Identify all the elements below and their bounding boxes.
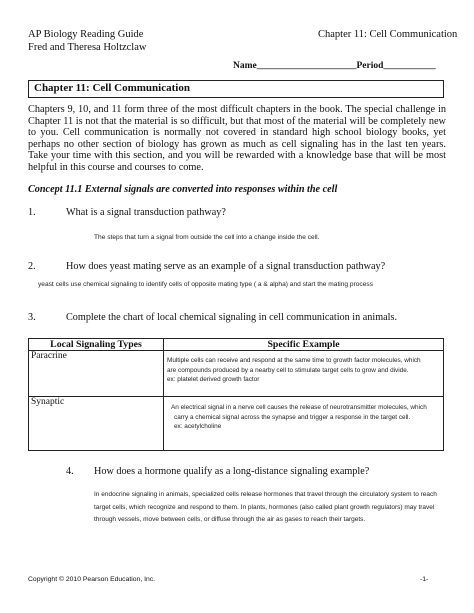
example-line: ex: platelet derived growth factor	[167, 376, 260, 383]
example-cell	[164, 397, 444, 451]
answer-line: target cells, which recognize and respond to them. In plants, hormones (also called plant growth regulators) may travel	[94, 503, 435, 511]
example-cell	[164, 351, 444, 397]
chart-header-row	[29, 339, 444, 351]
answer-block	[94, 489, 437, 527]
chart-header-types: Local Signaling Types	[29, 339, 164, 351]
example-line: carry a chemical signal across the synapse and trigger a response in the target cell.	[174, 413, 411, 421]
question-number: 4.	[66, 466, 74, 477]
example-line: are compounds produced by a nearby cell to stimulate target cells to grow and divide.	[167, 366, 409, 374]
question-text: Complete the chart of local chemical signaling in cell communication in animals.	[66, 312, 397, 323]
question-number: 1.	[28, 207, 36, 218]
question-text: How does yeast mating serve as an example of a signal transduction pathway?	[66, 261, 386, 272]
authors: Fred and Theresa Holtzclaw	[28, 42, 147, 53]
example-line: ex: acetylcholine	[174, 423, 222, 430]
table-row	[29, 397, 444, 451]
answer-text: The steps that turn a signal from outside the cell into a change inside the cell.	[94, 234, 320, 241]
example-line: An electrical signal in a nerve cell causes the release of neurotransmitter molecules, which	[171, 404, 427, 411]
name-period-line: Name_____________________Period___________	[233, 61, 436, 71]
intro-paragraph: Chapters 9, 10, and 11 form three of the most difficult chapters in the book. The special challenge in Chapter 11 is not that the material is so difficult, but that most of the material will be completely new to you. Cell communication is normally not covered in standard high school biology books, yet perhaps no other section of biology has grown as much as cell signaling has in the last ten years. Take your time with this section, and you will be rewarded with a knowledge base that will be most helpful in this course and courses to come.	[28, 104, 446, 173]
copyright: Copyright © 2010 Pearson Education, Inc.	[28, 576, 156, 583]
answer-line: In endocrine signaling in animals, specialized cells release hormones that travel through the circulatory system to reach	[94, 491, 437, 498]
course-title: AP Biology Reading Guide	[28, 29, 144, 40]
example-line: Multiple cells can receive and respond at the same time to growth factor molecules, which	[167, 357, 421, 364]
concept-heading: Concept 11.1 External signals are converted into responses within the cell	[28, 184, 338, 195]
table-row	[29, 351, 444, 397]
chapter-reference: Chapter 11: Cell Communication	[318, 29, 458, 40]
chapter-title: Chapter 11: Cell Communication	[34, 82, 190, 94]
question-number: 2.	[28, 261, 36, 272]
question-text: What is a signal transduction pathway?	[66, 207, 226, 218]
question-text: How does a hormone qualify as a long-distance signaling example?	[94, 466, 370, 477]
signaling-type-cell: Paracrine	[29, 351, 164, 397]
answer-line: through vessels, move between cells, or diffuse through the air as gases to reach their targets.	[94, 516, 366, 523]
answer-text: yeast cells use chemical signaling to identify cells of opposite mating type ( a & alpha) and start the mating process	[38, 281, 373, 288]
local-signaling-chart	[28, 338, 444, 451]
signaling-type-cell: Synaptic	[29, 397, 164, 451]
page-number: -1-	[420, 576, 429, 583]
chapter-title-box	[28, 80, 444, 98]
question-number: 3.	[28, 312, 36, 323]
chart-header-example: Specific Example	[164, 339, 444, 351]
